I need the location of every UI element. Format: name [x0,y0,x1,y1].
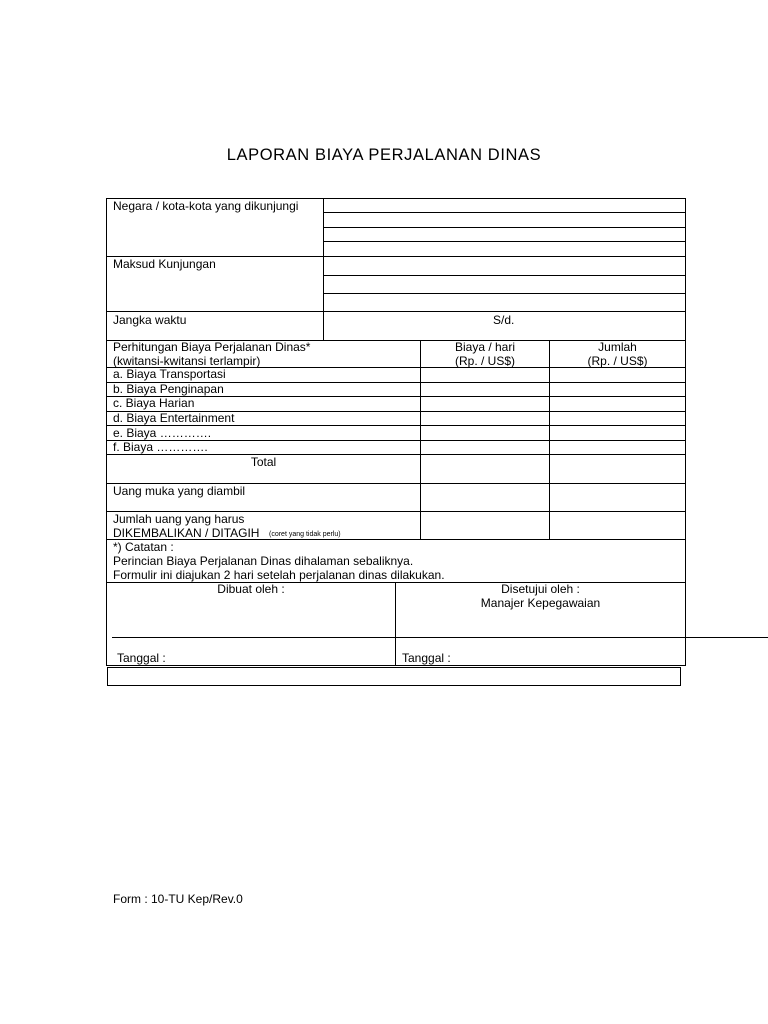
dikembalikan-ditagih-label: DIKEMBALIKAN / DITAGIH [113,526,260,540]
perhitungan-header: Perhitungan Biaya Perjalanan Dinas* [113,340,311,354]
label-column-divider [323,198,324,340]
jangka-waktu-sd: S/d. [493,313,515,327]
bottom-empty-box [107,667,681,686]
disetujui-oleh-label: Disetujui oleh : [501,582,580,596]
cost-item-penginapan: b. Biaya Penginapan [113,382,224,396]
catatan-heading: *) Catatan : [113,540,174,554]
signature-line [112,637,768,638]
dibuat-oleh-label: Dibuat oleh : [217,582,285,596]
table-border-bottom [106,665,686,666]
catatan-line-1: Perincian Biaya Perjalanan Dinas dihalaman sebaliknya. [113,554,414,568]
jangka-waktu-label: Jangka waktu [113,313,187,327]
negara-line [324,212,685,213]
cost-item-harian: c. Biaya Harian [113,396,195,410]
negara-label: Negara / kota-kota yang dikunjungi [113,199,299,213]
negara-line [324,241,685,242]
cost-item-transportasi: a. Biaya Transportasi [113,367,226,381]
uang-muka-label: Uang muka yang diambil [113,484,246,498]
tanggal-left-label: Tanggal : [117,651,166,665]
coret-note: (coret yang tidak perlu) [269,531,341,538]
maksud-line [324,275,685,276]
table-border-right [685,198,686,666]
biaya-hari-header: Biaya / hari [454,340,516,354]
perhitungan-subheader: (kwitansi-kwitansi terlampir) [113,354,261,368]
tanggal-right-label: Tanggal : [402,651,451,665]
page-title: LAPORAN BIAYA PERJALANAN DINAS [226,146,542,164]
total-label: Total [250,455,277,469]
approver-title: Manajer Kepegawaian [480,596,601,610]
form-code: Form : 10-TU Kep/Rev.0 [113,892,243,906]
cost-item-f: f. Biaya …………. [113,440,208,454]
catatan-line-2: Formulir ini diajukan 2 hari setelah perjalanan dinas dilakukan. [113,568,445,582]
cost-item-e: e. Biaya …………. [113,426,212,440]
maksud-line [324,293,685,294]
biaya-hari-unit: (Rp. / US$) [454,354,515,368]
cost-item-entertainment: d. Biaya Entertainment [113,411,235,425]
row-divider [106,311,686,312]
maksud-label: Maksud Kunjungan [113,257,216,271]
jumlah-header: Jumlah [598,340,637,354]
jumlah-unit: (Rp. / US$) [587,354,648,368]
jumlah-harus-label: Jumlah uang yang harus [113,512,245,526]
negara-line [324,227,685,228]
